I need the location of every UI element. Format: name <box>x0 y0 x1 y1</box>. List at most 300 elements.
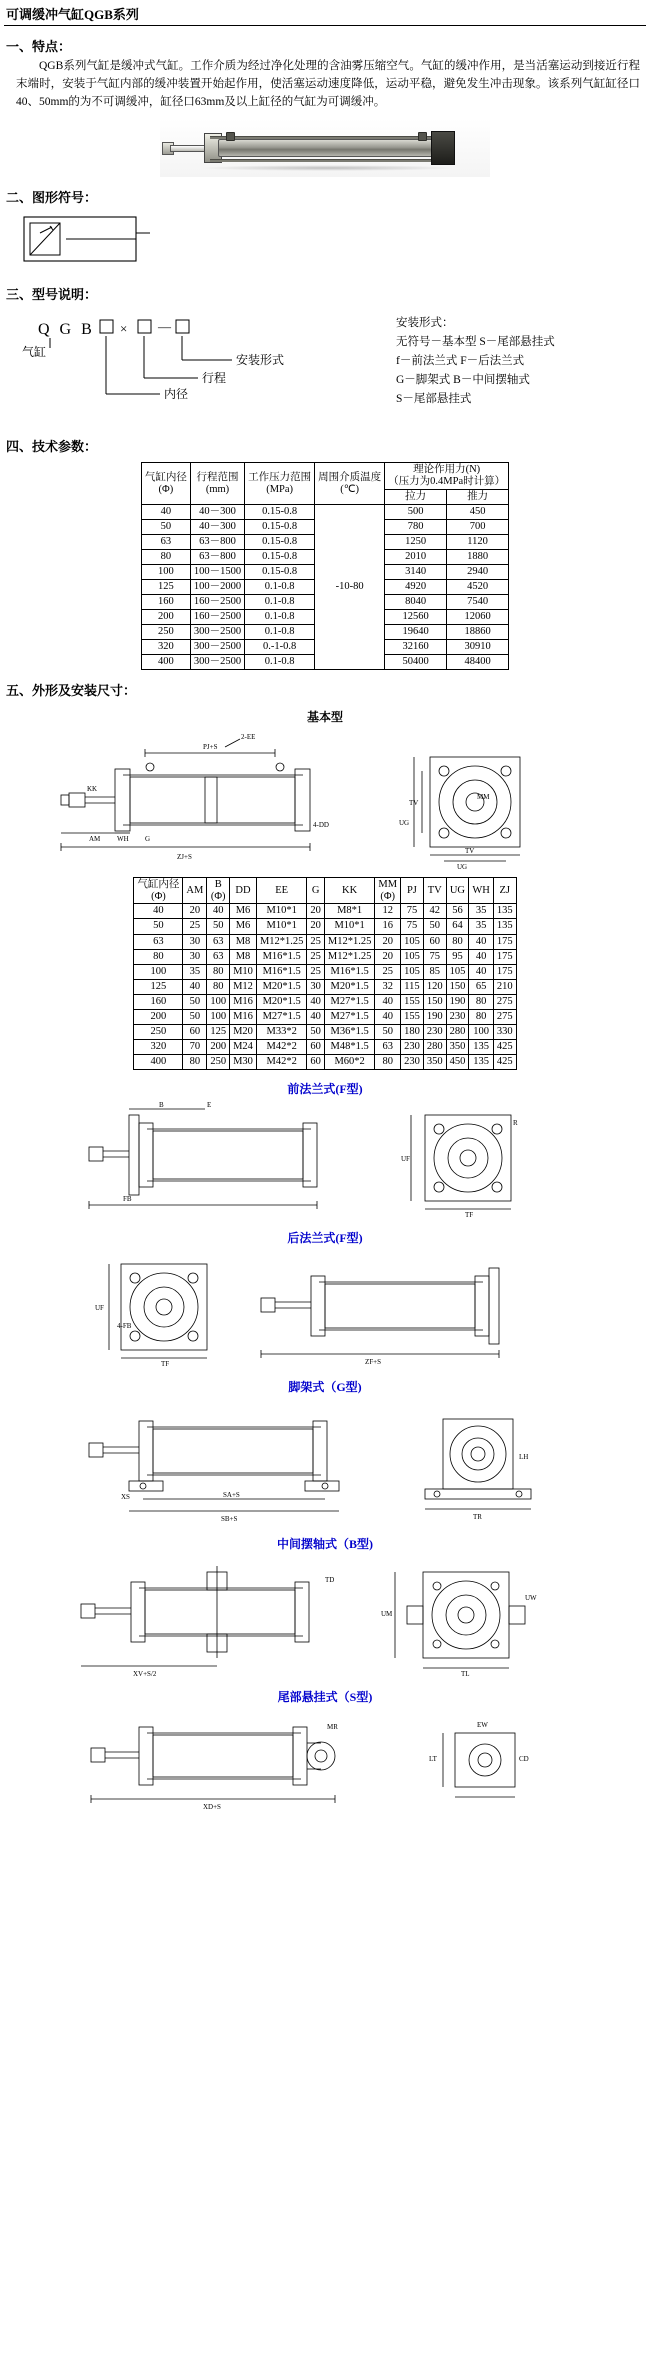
th-dim-PJ: PJ <box>401 878 424 904</box>
cell-PJ: 180 <box>401 1024 424 1039</box>
cell-temperature: -10-80 <box>315 504 385 670</box>
svg-text:FB: FB <box>123 1195 132 1204</box>
cell-stroke: 40－300 <box>190 519 244 534</box>
cell-DD: M10 <box>230 964 257 979</box>
table-row <box>134 979 516 994</box>
cell-stroke: 300－2500 <box>190 625 244 640</box>
table-row <box>134 964 516 979</box>
cell-PJ: 230 <box>401 1039 424 1054</box>
cell-WH: 80 <box>469 994 494 1009</box>
svg-text:安装形式: 安装形式 <box>236 353 285 368</box>
cylinder-symbol-icon <box>22 213 152 269</box>
install-heading: 安装形式： <box>396 317 454 330</box>
title-divider <box>4 25 646 26</box>
cell-pressure: 0.1-0.8 <box>245 594 315 609</box>
svg-text:内径: 内径 <box>164 387 189 402</box>
cell-push: 7540 <box>447 594 509 609</box>
cell-ZJ: 135 <box>493 904 516 919</box>
svg-text:CD: CD <box>519 1755 529 1764</box>
svg-text:ZJ+S: ZJ+S <box>177 853 192 862</box>
cell-G: 40 <box>307 994 325 1009</box>
cell-WH: 35 <box>469 904 494 919</box>
th-pull: 拉力 <box>385 489 447 504</box>
cell-G: 25 <box>307 964 325 979</box>
cell-bore: 100 <box>134 964 183 979</box>
cell-KK: M10*1 <box>324 919 374 934</box>
cell-G: 60 <box>307 1039 325 1054</box>
install-type-list <box>396 314 555 409</box>
svg-text:×: × <box>120 321 128 337</box>
cell-AM: 70 <box>183 1039 207 1054</box>
cell-MM: 16 <box>375 919 401 934</box>
cell-EE: M16*1.5 <box>256 949 306 964</box>
cell-pull: 4920 <box>385 579 447 594</box>
cell-AM: 80 <box>183 1055 207 1070</box>
section-heading-symbol: 二、图形符号： <box>6 190 98 206</box>
svg-text:Q G B: Q G B <box>38 321 95 339</box>
cell-G: 20 <box>307 919 325 934</box>
cell-bore: 80 <box>141 549 190 564</box>
svg-text:TR: TR <box>473 1513 482 1522</box>
cell-KK: M27*1.5 <box>324 994 374 1009</box>
cell-bore: 200 <box>141 610 190 625</box>
tech-params-table <box>141 462 509 670</box>
cell-KK: M16*1.5 <box>324 964 374 979</box>
basic-type-drawing <box>25 729 625 869</box>
cell-stroke: 300－2500 <box>190 655 244 670</box>
cell-KK: M36*1.5 <box>324 1024 374 1039</box>
cell-EE: M33*2 <box>256 1024 306 1039</box>
svg-text:TV: TV <box>409 799 419 808</box>
cell-AM: 35 <box>183 964 207 979</box>
cell-B: 200 <box>207 1039 230 1054</box>
cell-MM: 40 <box>375 994 401 1009</box>
svg-text:LT: LT <box>429 1755 437 1764</box>
cell-pressure: 0.-1-0.8 <box>245 640 315 655</box>
svg-text:—: — <box>158 319 171 335</box>
cell-MM: 63 <box>375 1039 401 1054</box>
install-item-1: f－前法兰式 F－后法兰式 <box>396 355 525 368</box>
svg-text:MR: MR <box>327 1723 338 1732</box>
th-dim-B: B (Φ) <box>207 878 230 904</box>
cell-G: 20 <box>307 904 325 919</box>
cell-WH: 135 <box>469 1055 494 1070</box>
cell-UG: 56 <box>446 904 469 919</box>
cell-DD: M8 <box>230 934 257 949</box>
cell-push: 30910 <box>447 640 509 655</box>
svg-text:2-EE: 2-EE <box>241 733 256 742</box>
cell-pull: 2010 <box>385 549 447 564</box>
th-dim-G: G <box>307 878 325 904</box>
cell-pressure: 0.1-0.8 <box>245 610 315 625</box>
cell-MM: 20 <box>375 949 401 964</box>
cell-AM: 50 <box>183 994 207 1009</box>
cell-pull: 1250 <box>385 534 447 549</box>
svg-text:KK: KK <box>87 785 98 794</box>
cell-G: 30 <box>307 979 325 994</box>
features-paragraph: QGB系列气缸是缓冲式气缸。工作介质为经过净化处理的含油雾压缩空气。气缸的缓冲作用，是当活塞运动到接近行程末端时，安装于气缸内部的缓冲装置开始起作用，使活塞运动速度降低，运动平稳，避免发生冲击现象。该系列气缸缸径口40、50mm的为不可调缓冲，缸径口63mm及以上缸径的气缸为可调缓冲。 <box>16 60 640 108</box>
trunnion-drawing <box>25 1556 625 1678</box>
cell-pressure: 0.15-0.8 <box>245 549 315 564</box>
cell-UG: 190 <box>446 994 469 1009</box>
cell-bore: 40 <box>141 504 190 519</box>
cell-bore: 50 <box>134 919 183 934</box>
cell-ZJ: 425 <box>493 1039 516 1054</box>
cell-EE: M12*1.25 <box>256 934 306 949</box>
th-bore: 气缸内径 (Φ) <box>141 463 190 504</box>
cell-MM: 32 <box>375 979 401 994</box>
svg-text:UW: UW <box>525 1594 537 1603</box>
figure-title-foot: 脚架式（G型) <box>288 1380 362 1395</box>
cell-TV: 60 <box>423 934 446 949</box>
svg-text:ZF+S: ZF+S <box>365 1358 382 1367</box>
cell-bore: 400 <box>141 655 190 670</box>
svg-text:EW: EW <box>477 1721 488 1730</box>
cell-bore: 250 <box>141 625 190 640</box>
cell-EE: M16*1.5 <box>256 964 306 979</box>
cell-MM: 50 <box>375 1024 401 1039</box>
th-dim-WH: WH <box>469 878 494 904</box>
svg-text:TL: TL <box>461 1670 470 1679</box>
table-row <box>134 1024 516 1039</box>
svg-text:气缸: 气缸 <box>22 345 47 360</box>
cell-stroke: 160－2500 <box>190 610 244 625</box>
cell-PJ: 230 <box>401 1055 424 1070</box>
cell-TV: 42 <box>423 904 446 919</box>
figure-title-front-flange: 前法兰式(F型) <box>287 1082 363 1097</box>
table-row <box>134 934 516 949</box>
cell-pressure: 0.15-0.8 <box>245 564 315 579</box>
cell-push: 18860 <box>447 625 509 640</box>
th-dim-TV: TV <box>423 878 446 904</box>
cell-bore: 63 <box>141 534 190 549</box>
cell-KK: M48*1.5 <box>324 1039 374 1054</box>
svg-text:TF: TF <box>465 1211 474 1220</box>
section-heading-features: 一、特点： <box>6 39 72 54</box>
cell-stroke: 100－2000 <box>190 579 244 594</box>
cell-ZJ: 175 <box>493 964 516 979</box>
svg-text:G: G <box>145 835 151 844</box>
cell-B: 63 <box>207 934 230 949</box>
th-dim-MM: MM (Φ) <box>375 878 401 904</box>
cell-DD: M8 <box>230 949 257 964</box>
figure-front-flange <box>0 1099 650 1223</box>
cell-pull: 8040 <box>385 594 447 609</box>
svg-text:XS: XS <box>121 1493 130 1502</box>
cell-G: 25 <box>307 934 325 949</box>
cell-KK: M12*1.25 <box>324 934 374 949</box>
cell-KK: M8*1 <box>324 904 374 919</box>
cell-B: 50 <box>207 919 230 934</box>
foot-mount-drawing <box>25 1399 625 1525</box>
svg-text:UF: UF <box>95 1304 104 1313</box>
svg-text:MM: MM <box>477 793 490 802</box>
cell-bore: 250 <box>134 1024 183 1039</box>
cell-AM: 30 <box>183 949 207 964</box>
table-header-row <box>141 463 508 489</box>
cell-push: 2940 <box>447 564 509 579</box>
figure-title-basic: 基本型 <box>306 710 343 725</box>
cell-UG: 150 <box>446 979 469 994</box>
cell-KK: M20*1.5 <box>324 979 374 994</box>
cell-B: 40 <box>207 904 230 919</box>
cell-pressure: 0.15-0.8 <box>245 504 315 519</box>
cell-DD: M6 <box>230 904 257 919</box>
cell-UG: 105 <box>446 964 469 979</box>
cell-TV: 85 <box>423 964 446 979</box>
th-dim-DD: DD <box>230 878 257 904</box>
cell-push: 4520 <box>447 579 509 594</box>
cell-TV: 150 <box>423 994 446 1009</box>
cell-UG: 450 <box>446 1055 469 1070</box>
cell-B: 125 <box>207 1024 230 1039</box>
svg-text:LH: LH <box>519 1453 529 1462</box>
rear-flange-drawing <box>25 1250 625 1368</box>
cell-UG: 80 <box>446 934 469 949</box>
tech-params-body <box>141 504 508 670</box>
cell-push: 1880 <box>447 549 509 564</box>
figure-foot-mount <box>0 1397 650 1529</box>
section-heading-model: 三、型号说明： <box>6 287 98 303</box>
table-row <box>134 904 516 919</box>
cell-WH: 100 <box>469 1024 494 1039</box>
table-row <box>134 1039 516 1054</box>
th-dim-AM: AM <box>183 878 207 904</box>
cylinder-photo-image <box>160 119 490 177</box>
section-heading-dimensions: 五、外形及安装尺寸： <box>6 683 137 699</box>
cell-WH: 40 <box>469 964 494 979</box>
cell-push: 48400 <box>447 655 509 670</box>
cell-stroke: 300－2500 <box>190 640 244 655</box>
cell-AM: 40 <box>183 979 207 994</box>
cell-bore: 320 <box>134 1039 183 1054</box>
th-dim-EE: EE <box>256 878 306 904</box>
cell-EE: M20*1.5 <box>256 979 306 994</box>
cell-G: 25 <box>307 949 325 964</box>
cell-UG: 280 <box>446 1024 469 1039</box>
cell-stroke: 160－2500 <box>190 594 244 609</box>
cell-TV: 50 <box>423 919 446 934</box>
cell-AM: 60 <box>183 1024 207 1039</box>
table-row <box>134 1055 516 1070</box>
svg-text:行程: 行程 <box>202 371 227 386</box>
cell-B: 100 <box>207 1009 230 1024</box>
svg-text:TF: TF <box>161 1360 170 1369</box>
cell-bore: 40 <box>134 904 183 919</box>
cell-G: 40 <box>307 1009 325 1024</box>
cell-DD: M30 <box>230 1055 257 1070</box>
svg-text:R: R <box>513 1119 518 1128</box>
cell-WH: 40 <box>469 934 494 949</box>
cell-UG: 64 <box>446 919 469 934</box>
svg-text:XV+S/2: XV+S/2 <box>133 1670 157 1679</box>
figure-basic-type <box>0 727 650 873</box>
cell-B: 80 <box>207 979 230 994</box>
figure-title-trunnion: 中间摆轴式（B型) <box>276 1537 373 1552</box>
figure-trunnion <box>0 1554 650 1682</box>
product-photo <box>0 113 650 181</box>
th-dim-KK: KK <box>324 878 374 904</box>
cell-WH: 135 <box>469 1039 494 1054</box>
cell-B: 63 <box>207 949 230 964</box>
section-heading-params: 四、技术参数： <box>6 439 98 455</box>
th-push: 推力 <box>447 489 509 504</box>
model-code-diagram <box>0 310 650 428</box>
cell-ZJ: 275 <box>493 1009 516 1024</box>
cell-ZJ: 175 <box>493 934 516 949</box>
cell-pull: 32160 <box>385 640 447 655</box>
cell-KK: M60*2 <box>324 1055 374 1070</box>
cell-bore: 160 <box>141 594 190 609</box>
cell-bore: 125 <box>134 979 183 994</box>
cell-pull: 3140 <box>385 564 447 579</box>
cell-B: 100 <box>207 994 230 1009</box>
cell-bore: 320 <box>141 640 190 655</box>
cell-EE: M10*1 <box>256 904 306 919</box>
svg-text:UG: UG <box>457 863 468 870</box>
cell-ZJ: 175 <box>493 949 516 964</box>
cell-pressure: 0.1-0.8 <box>245 579 315 594</box>
table-row <box>134 949 516 964</box>
cell-push: 1120 <box>447 534 509 549</box>
features-body <box>0 58 650 111</box>
cell-TV: 350 <box>423 1055 446 1070</box>
cell-DD: M24 <box>230 1039 257 1054</box>
cell-WH: 80 <box>469 1009 494 1024</box>
th-dim-bore: 气缸内径 (Φ) <box>134 878 183 904</box>
svg-text:SA+S: SA+S <box>223 1491 240 1500</box>
svg-text:TD: TD <box>325 1576 335 1585</box>
cell-AM: 25 <box>183 919 207 934</box>
cell-pull: 780 <box>385 519 447 534</box>
cell-bore: 50 <box>141 519 190 534</box>
cell-pressure: 0.15-0.8 <box>245 519 315 534</box>
cell-pull: 50400 <box>385 655 447 670</box>
tail-mount-drawing <box>25 1709 625 1817</box>
svg-text:B: B <box>159 1101 164 1110</box>
cell-ZJ: 135 <box>493 919 516 934</box>
dim-header-row <box>134 878 516 904</box>
svg-text:PJ+S: PJ+S <box>203 743 218 752</box>
cell-stroke: 40－300 <box>190 504 244 519</box>
cell-PJ: 75 <box>401 904 424 919</box>
cell-stroke: 63－800 <box>190 549 244 564</box>
cell-WH: 40 <box>469 949 494 964</box>
svg-text:E: E <box>207 1101 212 1110</box>
cell-ZJ: 210 <box>493 979 516 994</box>
svg-text:SB+S: SB+S <box>221 1515 238 1524</box>
cell-pressure: 0.1-0.8 <box>245 625 315 640</box>
cell-MM: 25 <box>375 964 401 979</box>
th-dim-ZJ: ZJ <box>493 878 516 904</box>
svg-text:AM: AM <box>89 835 101 844</box>
cell-TV: 190 <box>423 1009 446 1024</box>
svg-text:4-DD: 4-DD <box>313 821 329 830</box>
cell-TV: 75 <box>423 949 446 964</box>
cell-pressure: 0.1-0.8 <box>245 655 315 670</box>
cell-DD: M20 <box>230 1024 257 1039</box>
cell-bore: 400 <box>134 1055 183 1070</box>
svg-text:TV: TV <box>465 847 475 856</box>
cell-push: 450 <box>447 504 509 519</box>
cell-PJ: 105 <box>401 949 424 964</box>
cell-EE: M42*2 <box>256 1055 306 1070</box>
table-row <box>134 1009 516 1024</box>
cell-PJ: 105 <box>401 964 424 979</box>
cell-MM: 40 <box>375 1009 401 1024</box>
install-item-3: S－尾部悬挂式 <box>396 393 472 406</box>
cell-UG: 95 <box>446 949 469 964</box>
cell-bore: 160 <box>134 994 183 1009</box>
cell-ZJ: 275 <box>493 994 516 1009</box>
svg-text:4-FB: 4-FB <box>117 1322 132 1331</box>
svg-text:UM: UM <box>381 1610 393 1619</box>
cell-DD: M6 <box>230 919 257 934</box>
cell-DD: M16 <box>230 994 257 1009</box>
cell-EE: M27*1.5 <box>256 1009 306 1024</box>
front-flange-drawing <box>25 1101 625 1219</box>
cell-PJ: 155 <box>401 994 424 1009</box>
table-row <box>141 504 508 519</box>
figure-title-rear-flange: 后法兰式(F型) <box>287 1231 363 1246</box>
cell-bore: 63 <box>134 934 183 949</box>
figure-tail-mount <box>0 1707 650 1821</box>
cell-AM: 50 <box>183 1009 207 1024</box>
cell-AM: 30 <box>183 934 207 949</box>
cell-pressure: 0.15-0.8 <box>245 534 315 549</box>
model-code-drawing <box>10 310 410 428</box>
cell-TV: 120 <box>423 979 446 994</box>
cell-stroke: 100－1500 <box>190 564 244 579</box>
table-row <box>134 919 516 934</box>
dimension-table <box>133 877 516 1070</box>
cell-pull: 500 <box>385 504 447 519</box>
cell-G: 50 <box>307 1024 325 1039</box>
cell-push: 700 <box>447 519 509 534</box>
cell-B: 80 <box>207 964 230 979</box>
th-stroke: 行程范围 (mm) <box>190 463 244 504</box>
cell-EE: M42*2 <box>256 1039 306 1054</box>
figure-rear-flange <box>0 1248 650 1372</box>
install-item-0: 无符号－基本型 S－尾部悬挂式 <box>396 336 555 349</box>
cell-bore: 100 <box>141 564 190 579</box>
cell-push: 12060 <box>447 610 509 625</box>
cell-PJ: 105 <box>401 934 424 949</box>
cell-MM: 20 <box>375 934 401 949</box>
cell-MM: 80 <box>375 1055 401 1070</box>
cell-pull: 19640 <box>385 625 447 640</box>
svg-text:UG: UG <box>399 819 410 828</box>
cell-bore: 80 <box>134 949 183 964</box>
install-item-2: G－脚架式 B－中间摆轴式 <box>396 374 530 387</box>
cell-MM: 12 <box>375 904 401 919</box>
cell-stroke: 63－800 <box>190 534 244 549</box>
figure-title-tail: 尾部悬挂式（S型) <box>277 1690 373 1705</box>
cell-PJ: 155 <box>401 1009 424 1024</box>
cell-PJ: 75 <box>401 919 424 934</box>
cell-G: 60 <box>307 1055 325 1070</box>
symbol-drawing <box>0 209 650 278</box>
cell-ZJ: 330 <box>493 1024 516 1039</box>
th-force: 理论作用力(N) （压力为0.4MPa时计算） <box>385 463 509 489</box>
cell-B: 250 <box>207 1055 230 1070</box>
cell-bore: 125 <box>141 579 190 594</box>
cell-bore: 200 <box>134 1009 183 1024</box>
cell-DD: M12 <box>230 979 257 994</box>
cell-ZJ: 425 <box>493 1055 516 1070</box>
cell-AM: 20 <box>183 904 207 919</box>
th-temperature: 周围介质温度 (℃) <box>315 463 385 504</box>
